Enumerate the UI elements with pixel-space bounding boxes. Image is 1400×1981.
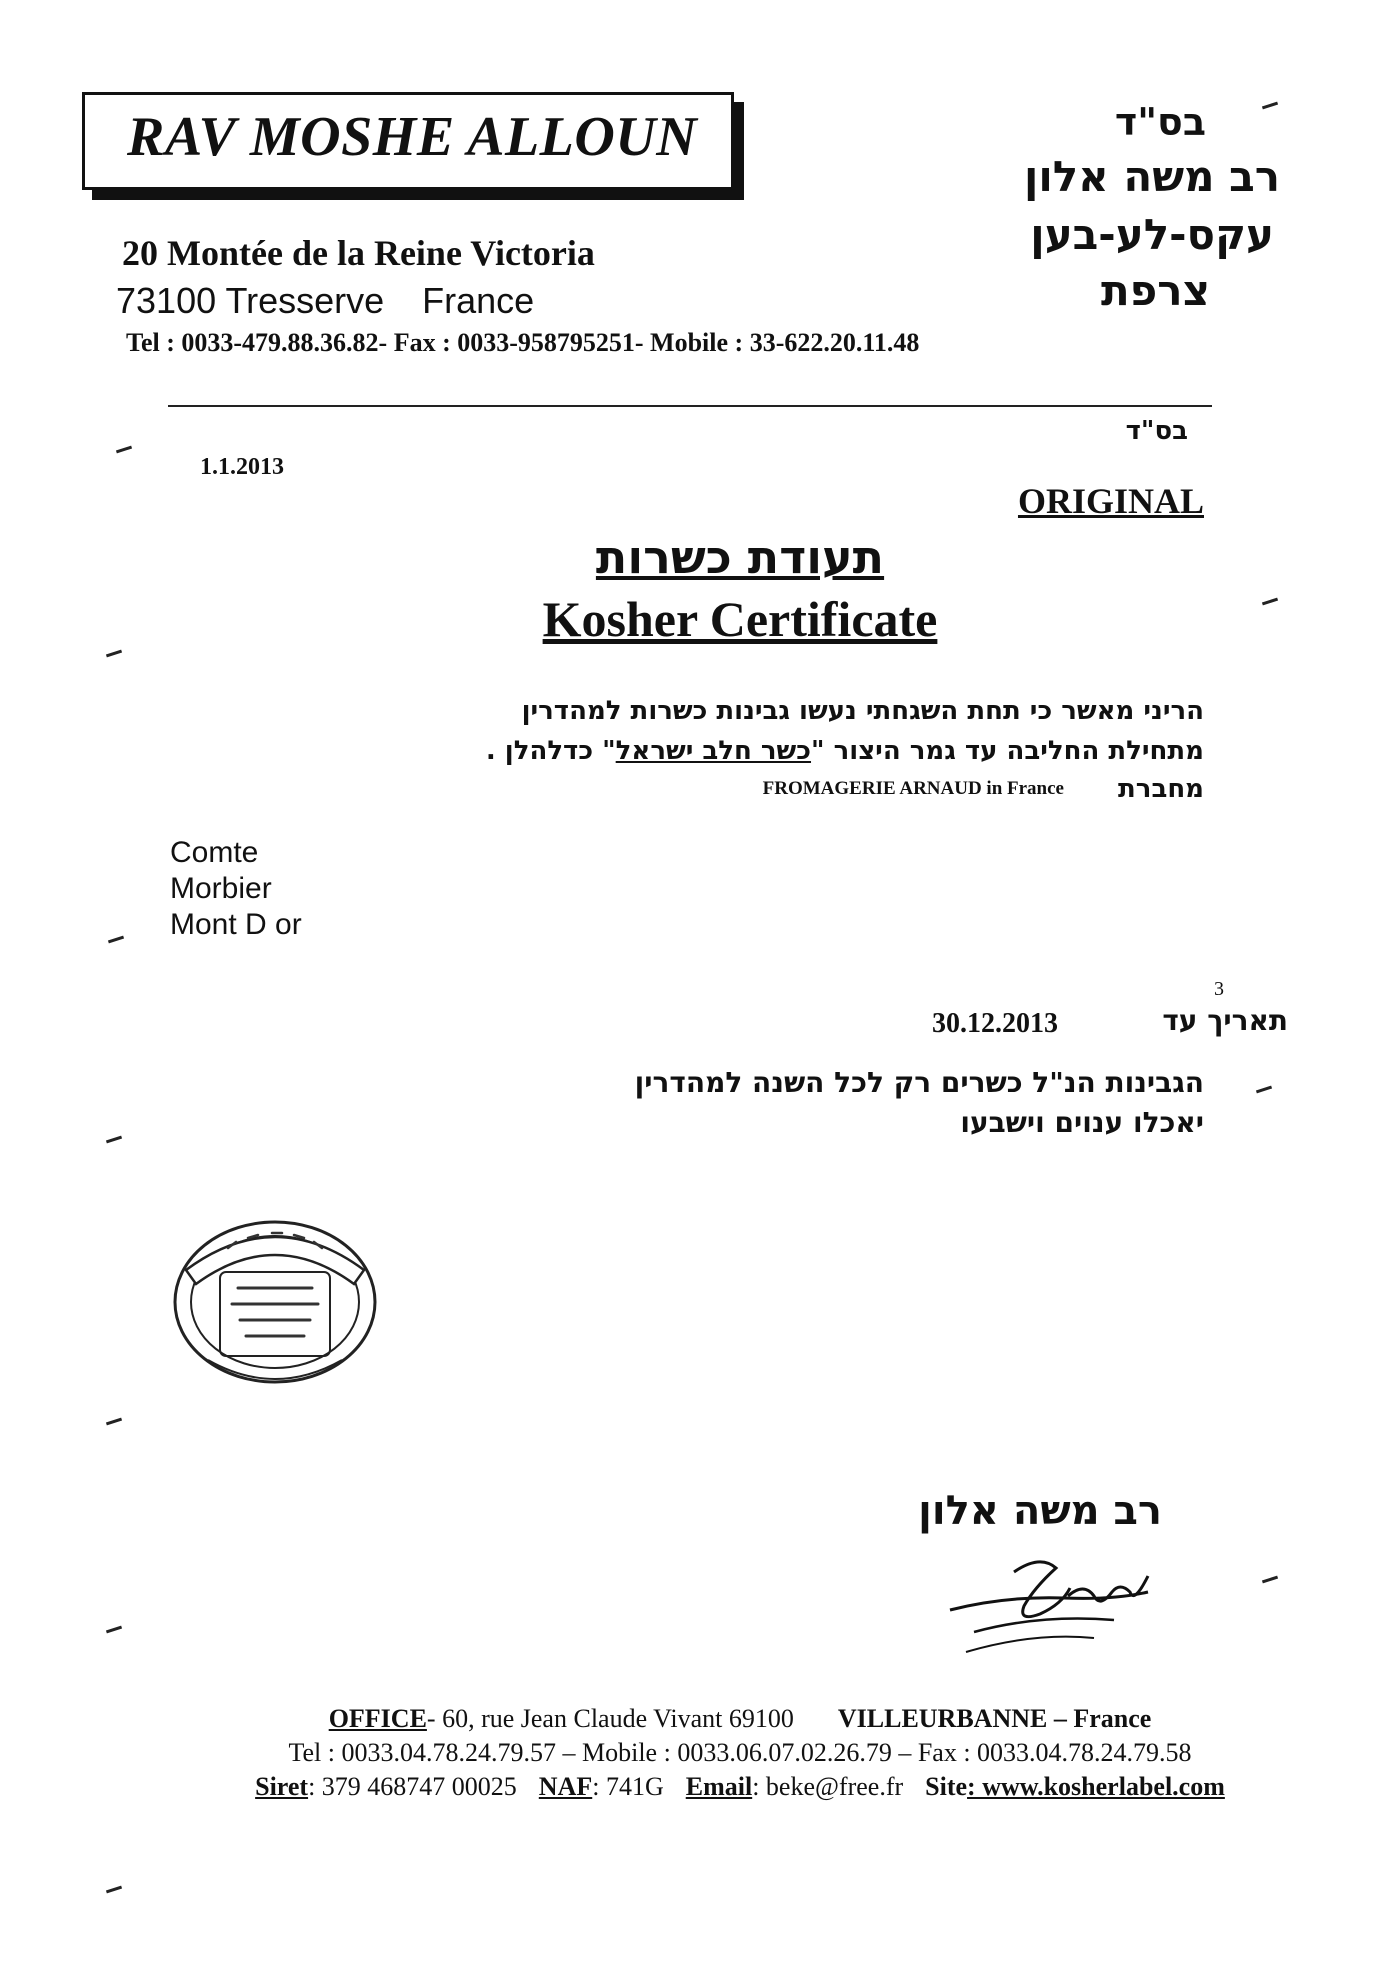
country: France — [422, 280, 535, 321]
naf-label: NAF — [538, 1772, 593, 1801]
product-item: Mont D or — [170, 908, 302, 941]
postal-city-country — [116, 280, 534, 322]
hebrew-rav-name: רב משה אלון — [1023, 152, 1280, 201]
email-value: : beke@free.fr — [752, 1772, 904, 1801]
scan-mark — [116, 446, 132, 454]
scan-mark — [1262, 102, 1278, 110]
bsd-marker: בס"ד — [1125, 416, 1188, 446]
email-label: Email — [685, 1772, 753, 1801]
siret-label: Siret — [255, 1772, 309, 1801]
body-line-2-underlined: כשר חלב ישראל — [615, 736, 812, 766]
hebrew-bsd: בס"ד — [1114, 100, 1206, 144]
siret-value: : 379 468747 00025 — [308, 1772, 517, 1801]
office-city: VILLEURBANNE – France — [837, 1704, 1152, 1733]
page-marker: 3 — [1214, 978, 1224, 1000]
footer-office — [0, 1704, 1400, 1734]
scan-mark — [106, 1626, 122, 1634]
kashrut-stamp — [168, 1210, 382, 1390]
product-item: Morbier — [170, 872, 272, 905]
rav-name: RAV MOSHE ALLOUN — [127, 106, 698, 168]
note-line-2: יאכלו ענוים וישבעו — [960, 1106, 1204, 1139]
office-label: OFFICE — [328, 1704, 427, 1733]
valid-until-date: 30.12.2013 — [932, 1008, 1058, 1039]
scan-mark — [106, 1886, 122, 1894]
handwritten-signature — [944, 1548, 1154, 1660]
body-line-1: הריני מאשר כי תחת השגחתי נעשו גבינות כשרות למהדרין — [521, 696, 1204, 726]
title-hebrew: תעודת כשרות — [595, 530, 885, 584]
header-divider — [168, 405, 1212, 407]
original-label: ORIGINAL — [1017, 481, 1204, 521]
valid-until-label: תאריך עד — [1162, 1004, 1288, 1037]
contact-line: Tel : 0033-479.88.36.82- Fax : 0033-958795251- Mobile : 33-622.20.11.48 — [126, 328, 920, 357]
footer-registration — [0, 1772, 1400, 1802]
issue-date: 1.1.2013 — [200, 454, 284, 480]
naf-value: : 741G — [592, 1772, 664, 1801]
title-english: Kosher Certificate — [542, 591, 938, 647]
office-address: - 60, rue Jean Claude Vivant 69100 — [426, 1704, 794, 1733]
body-line-2 — [486, 736, 1204, 766]
scan-mark — [1256, 1086, 1272, 1094]
scan-mark — [1262, 1576, 1278, 1584]
rav-name-box — [82, 92, 734, 190]
scan-mark — [106, 650, 122, 658]
body-line-3-hebrew: מחברת — [1118, 774, 1204, 804]
body-line-2-pre: מתחילת החליבה עד גמר היצור " — [811, 736, 1204, 766]
address-line: 20 Montée de la Reine Victoria — [122, 233, 595, 273]
signatory-name: רב משה אלון — [918, 1488, 1162, 1534]
footer-phones: Tel : 0033.04.78.24.79.57 – Mobile : 0033.06.07.02.26.79 – Fax : 0033.04.78.24.79.58 — [288, 1738, 1192, 1767]
product-item: Comte — [170, 836, 259, 869]
hebrew-city: עקס-לע-בען — [1030, 210, 1274, 259]
note-line-1: הגבינות הנ"ל כשרים רק לכל השנה למהדרין — [634, 1066, 1204, 1099]
company-name: FROMAGERIE ARNAUD in France — [762, 778, 1064, 799]
body-line-2-post: " כדלהלן . — [485, 736, 616, 766]
site-label: Site — [925, 1772, 968, 1801]
scan-mark — [108, 936, 124, 944]
scan-mark — [106, 1418, 122, 1426]
scan-mark — [106, 1136, 122, 1144]
postal-city: 73100 Tresserve — [116, 280, 385, 321]
hebrew-country: צרפת — [1100, 266, 1210, 315]
site-value: : www.kosherlabel.com — [967, 1772, 1225, 1801]
